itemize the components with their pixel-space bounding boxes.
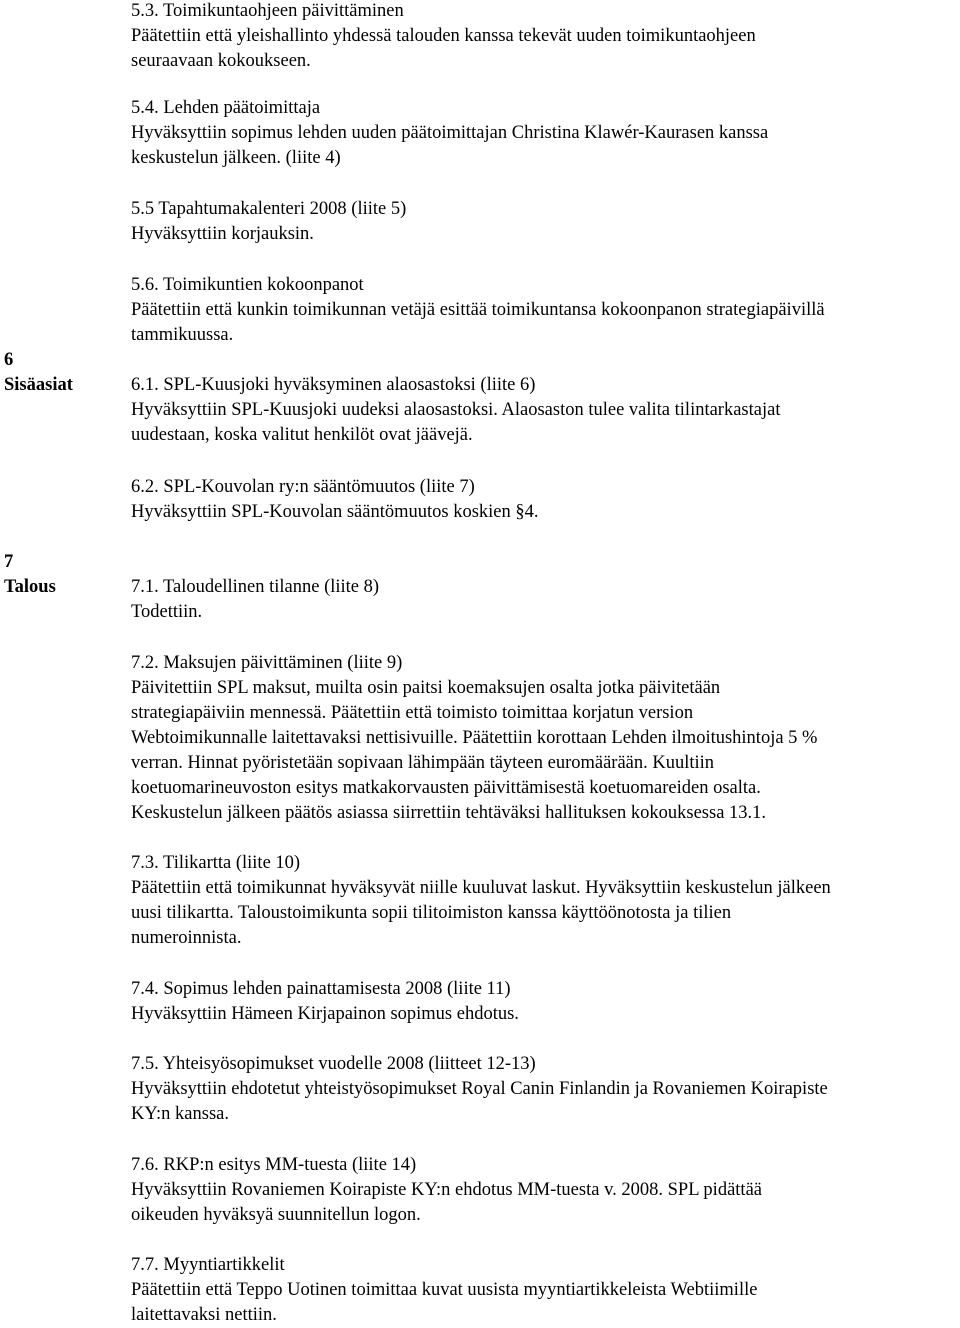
text-line: Päätettiin että toimikunnat hyväksyvät niille kuuluvat laskut. Hyväksyttiin keskustelun jälkeen bbox=[131, 878, 831, 898]
heading-5-4: 5.4. Lehden päätoimittaja bbox=[131, 98, 321, 118]
heading-7-5: 7.5. Yhteisyösopimukset vuodelle 2008 (liitteet 12-13) bbox=[131, 1054, 536, 1074]
text-line: Päätettiin että yleishallinto yhdessä talouden kanssa tekevät uuden toimikuntaohjeen bbox=[131, 26, 756, 46]
text-line: KY:n kanssa. bbox=[131, 1104, 229, 1124]
text-line: Hyväksyttiin sopimus lehden uuden päätoimittajan Christina Klawér-Kaurasen kanssa bbox=[131, 123, 769, 143]
heading-7-6: 7.6. RKP:n esitys MM-tuesta (liite 14) bbox=[131, 1155, 417, 1175]
text-line: Hyväksyttiin ehdotetut yhteistyösopimukset Royal Canin Finlandin ja Rovaniemen Koirapiste bbox=[131, 1079, 828, 1099]
section-6-number: 6 bbox=[4, 350, 14, 370]
heading-7-2: 7.2. Maksujen päivittäminen (liite 9) bbox=[131, 653, 403, 673]
text-line: Keskustelun jälkeen päätös asiassa siirrettiin tehtäväksi hallituksen kokouksessa 13.1. bbox=[131, 803, 767, 823]
text-line: Päätettiin että Teppo Uotinen toimittaa kuvat uusista myyntiartikkeleista Webtiimille bbox=[131, 1280, 758, 1300]
text-line: keskustelun jälkeen. (liite 4) bbox=[131, 148, 341, 168]
section-6-title: Sisäasiat bbox=[4, 375, 73, 395]
text-line: Hyväksyttiin korjauksin. bbox=[131, 224, 314, 244]
heading-6-2: 6.2. SPL-Kouvolan ry:n sääntömuutos (liite 7) bbox=[131, 477, 475, 497]
heading-5-6: 5.6. Toimikuntien kokoonpanot bbox=[131, 275, 364, 295]
text-line: tammikuussa. bbox=[131, 325, 234, 345]
text-line: Hyväksyttiin Rovaniemen Koirapiste KY:n ehdotus MM-tuesta v. 2008. SPL pidättää bbox=[131, 1180, 762, 1200]
text-line: numeroinnista. bbox=[131, 928, 242, 948]
heading-7-1: 7.1. Taloudellinen tilanne (liite 8) bbox=[131, 577, 380, 597]
text-line: Todettiin. bbox=[131, 602, 203, 622]
heading-7-7: 7.7. Myyntiartikkelit bbox=[131, 1255, 285, 1275]
heading-6-1: 6.1. SPL-Kuusjoki hyväksyminen alaosastoksi (liite 6) bbox=[131, 375, 536, 395]
text-line: laitettavaksi nettiin. bbox=[131, 1305, 277, 1325]
heading-5-5: 5.5 Tapahtumakalenteri 2008 (liite 5) bbox=[131, 199, 407, 219]
text-line: Päivitettiin SPL maksut, muilta osin paitsi koemaksujen osalta jotka päivitetään bbox=[131, 678, 721, 698]
text-line: Hyväksyttiin SPL-Kouvolan sääntömuutos koskien §4. bbox=[131, 502, 539, 522]
text-line: seuraavaan kokoukseen. bbox=[131, 51, 311, 71]
text-line: uusi tilikartta. Taloustoimikunta sopii tilitoimiston kanssa käyttöönotosta ja tilien bbox=[131, 903, 732, 923]
heading-7-4: 7.4. Sopimus lehden painattamisesta 2008 (liite 11) bbox=[131, 979, 511, 999]
text-line: Hyväksyttiin Hämeen Kirjapainon sopimus ehdotus. bbox=[131, 1004, 519, 1024]
heading-5-3: 5.3. Toimikuntaohjeen päivittäminen bbox=[131, 1, 404, 21]
section-7-title: Talous bbox=[4, 577, 56, 597]
text-line: koetuomarineuvoston esitys matkakorvausten päivittämisestä koetuomareiden osalta. bbox=[131, 778, 761, 798]
heading-7-3: 7.3. Tilikartta (liite 10) bbox=[131, 853, 301, 873]
text-line: verran. Hinnat pyöristetään sopivaan lähimpään täyteen euromäärään. Kuultiin bbox=[131, 753, 715, 773]
text-line: Hyväksyttiin SPL-Kuusjoki uudeksi alaosastoksi. Alaosaston tulee valita tilintarkastajat bbox=[131, 400, 781, 420]
text-line: uudestaan, koska valitut henkilöt ovat jäävejä. bbox=[131, 425, 473, 445]
text-line: oikeuden hyväksyä suunnitellun logon. bbox=[131, 1205, 421, 1225]
text-line: strategiapäiviin mennessä. Päätettiin että toimisto toimittaa korjatun version bbox=[131, 703, 694, 723]
section-7-number: 7 bbox=[4, 552, 14, 572]
text-line: Webtoimikunnalle laitettavaksi nettisivuille. Päätettiin korottaan Lehden ilmoitushintoja 5 % bbox=[131, 728, 818, 748]
text-line: Päätettiin että kunkin toimikunnan vetäjä esittää toimikuntansa kokoonpanon strategiapäivillä bbox=[131, 300, 825, 320]
